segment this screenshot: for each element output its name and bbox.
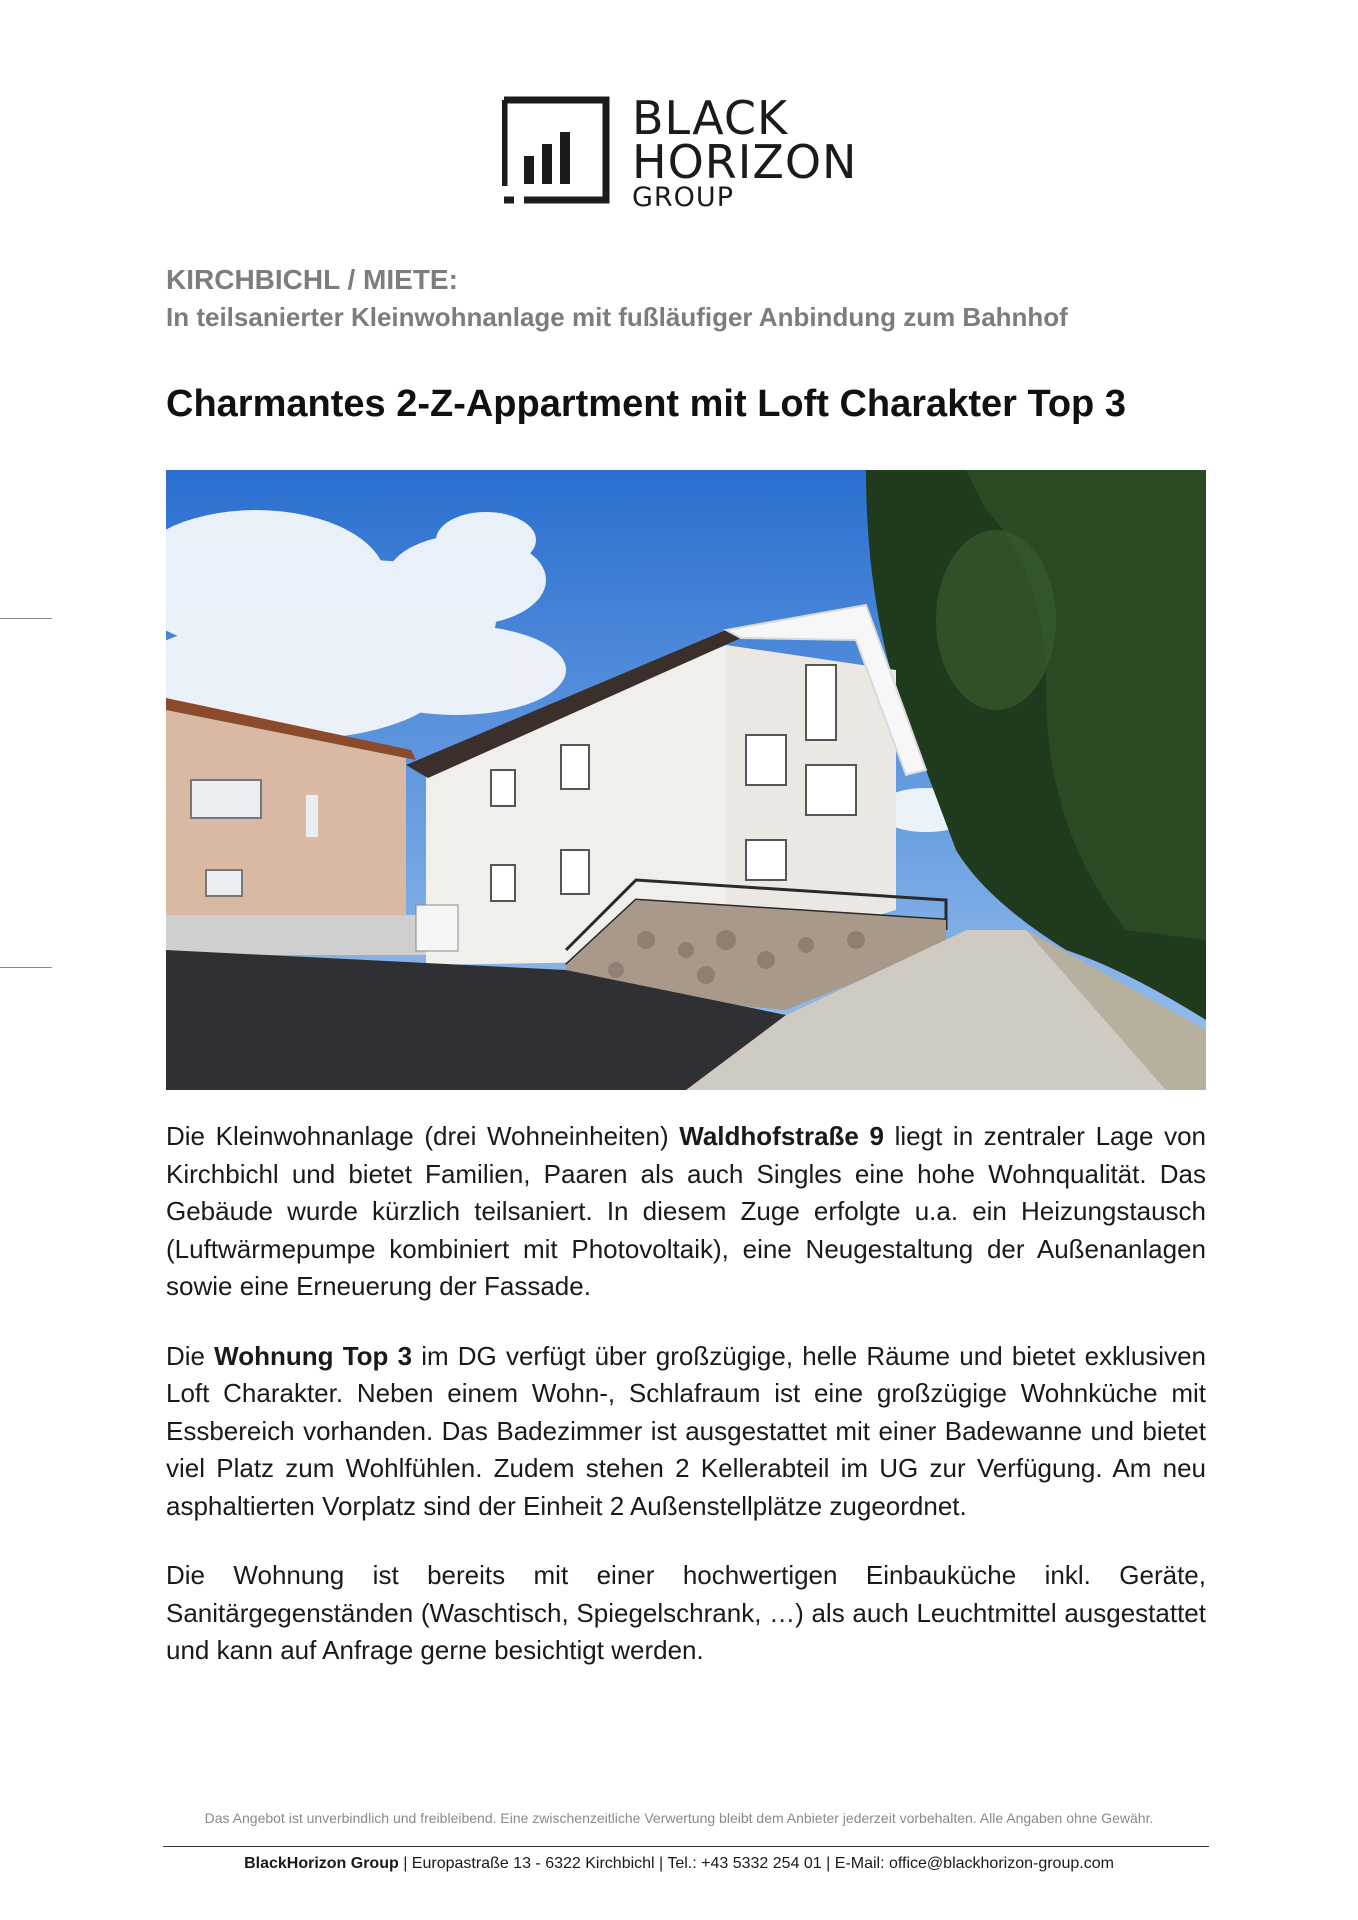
description [166, 1118, 1206, 1702]
house-illustration [166, 470, 1206, 1090]
page-title: Charmantes 2-Z-Appartment mit Loft Charakter Top 3 [166, 383, 1126, 425]
description-paragraph-2 [166, 1338, 1206, 1526]
fold-mark-top [0, 618, 52, 619]
logo-wordmark [632, 91, 858, 213]
description-paragraph-3: Die Wohnung ist bereits mit einer hochwertigen Einbauküche inkl. Geräte, Sanitärgegenständen (Waschtisch, Spiegelschrank, …) als auch Leuchtmittel ausgestattet und kann auf Anfrage gerne besichtigt werden. [166, 1560, 1206, 1665]
footer-divider [163, 1846, 1209, 1847]
description-paragraph-1 [166, 1118, 1206, 1306]
footer-contact: | Europastraße 13 - 6322 Kirchbichl | Tel.: +43 5332 254 01 | E-Mail: office@blackhorizon-group.com [398, 1855, 1114, 1872]
logo-line-horizon: HORIZON [632, 135, 858, 189]
listing-location: KIRCHBICHL / MIETE: [166, 264, 458, 295]
disclaimer: Das Angebot ist unverbindlich und freibleibend. Eine zwischenzeitliche Verwertung bleibt dem Anbieter jederzeit vorbehalten. Alle Angaben ohne Gewähr. [204, 1810, 1154, 1826]
logo-line-black: BLACK [632, 91, 789, 145]
unit-highlight: Wohnung Top 3 [214, 1340, 413, 1371]
p1-text-start: Die Kleinwohnanlage (drei Wohneinheiten) [166, 1121, 680, 1151]
address-highlight: Waldhofstraße 9 [679, 1121, 884, 1151]
p2-text-end: im DG verfügt über großzügige, helle Räume und bietet exklusiven Loft Charakter. Neben einem Wohn-, Schlafraum ist eine großzügige Wohnküche mit Essbereich vorhanden. Das Badezimmer ist ausgestattet mit einer Badewanne und bietet viel Platz zum Wohlfühlen. Zudem stehen 2 Kellerabteil im UG zur Verfügung. Am neu asphaltierten Vorplatz sind der Einheit 2 Außenstellplätze zugeordnet. [166, 1340, 1206, 1521]
p1-text-end: liegt in zentraler Lage von Kirchbichl und bietet Familien, Paaren als auch Singles eine hohe Wohnqualität. Das Gebäude wurde kürzlich teilsaniert. In diesem Zuge erfolgte u.a. ein Heizungstausch (Luftwärmepumpe kombiniert mit Photovoltaik), eine Neugestaltung der Außenanlagen sowie eine Erneuerung der Fassade. [166, 1121, 1206, 1301]
company-logo [502, 91, 882, 213]
listing-header [166, 262, 1068, 336]
footer [0, 1855, 1358, 1873]
listing-subtitle: In teilsanierter Kleinwohnanlage mit fußläufiger Anbindung zum Bahnhof [166, 302, 1068, 332]
footer-company: BlackHorizon Group [244, 1855, 399, 1872]
bar-chart-frame-icon [502, 96, 612, 206]
p2-text-start: Die [166, 1340, 215, 1371]
fold-mark-bottom [0, 967, 52, 968]
house-photo [166, 470, 1206, 1090]
logo-line-group: GROUP [632, 182, 734, 213]
